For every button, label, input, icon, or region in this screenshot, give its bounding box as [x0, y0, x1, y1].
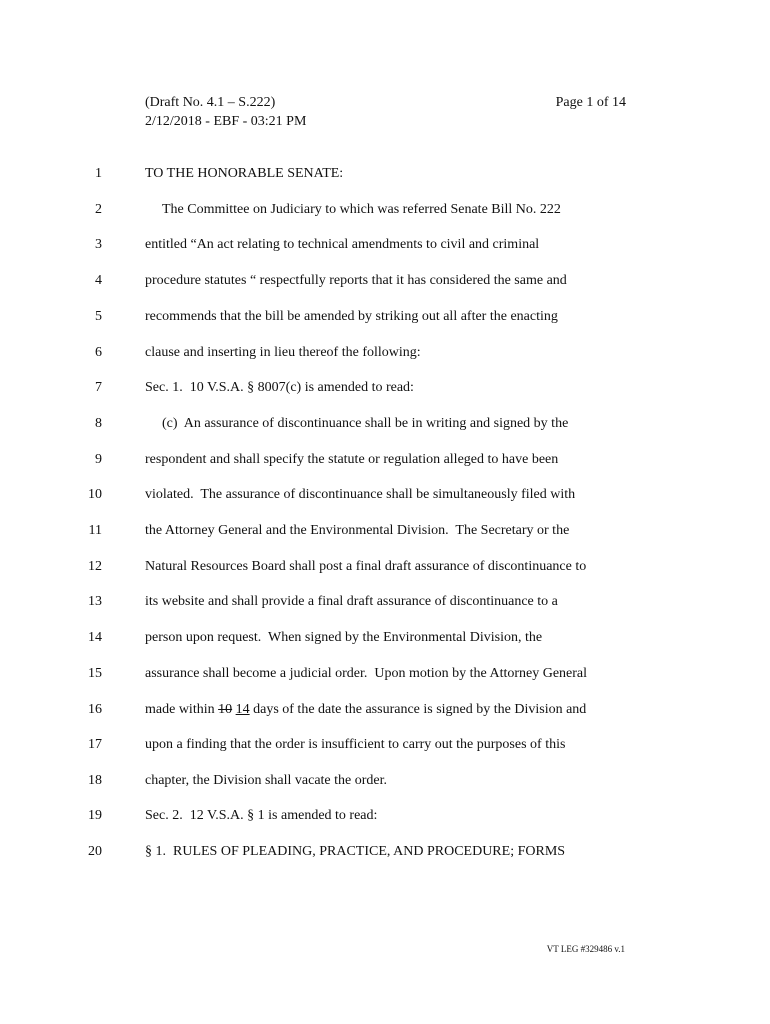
- numbered-line: [0, 200, 770, 220]
- page-number: Page 1 of 14: [555, 95, 626, 110]
- line-text: § 1. RULES OF PLEADING, PRACTICE, AND PROCEDURE; FORMS: [145, 844, 566, 859]
- line-number: 10: [88, 487, 102, 502]
- line-text: Natural Resources Board shall post a final draft assurance of discontinuance to: [145, 559, 587, 574]
- line-number: 18: [88, 773, 102, 788]
- inserted-text: 14: [235, 702, 250, 717]
- line-number: 19: [88, 808, 102, 823]
- line-text: Sec. 2. 12 V.S.A. § 1 is amended to read:: [145, 808, 378, 823]
- numbered-line: [0, 164, 770, 184]
- line-text: entitled “An act relating to technical amendments to civil and criminal: [145, 237, 540, 252]
- line-number: 14: [88, 630, 102, 645]
- numbered-line: [0, 735, 770, 755]
- line-text-segment: days of the date the assurance is signed by the Division and: [249, 702, 587, 717]
- line-text: clause and inserting in lieu thereof the following:: [145, 345, 421, 360]
- line-text: [145, 700, 586, 720]
- line-number: 8: [95, 416, 102, 431]
- line-text: its website and shall provide a final draft assurance of discontinuance to a: [145, 594, 558, 609]
- line-text: the Attorney General and the Environmental Division. The Secretary or the: [145, 523, 570, 538]
- numbered-line: [0, 842, 770, 862]
- numbered-line: [0, 485, 770, 505]
- line-text: chapter, the Division shall vacate the order.: [145, 773, 388, 788]
- numbered-line: [0, 235, 770, 255]
- line-text: Sec. 1. 10 V.S.A. § 8007(c) is amended to read:: [145, 380, 414, 395]
- line-number: 9: [95, 452, 102, 467]
- line-number: 12: [88, 559, 102, 574]
- line-number: 11: [88, 523, 102, 538]
- line-text: person upon request. When signed by the Environmental Division, the: [145, 630, 543, 645]
- line-text: (c) An assurance of discontinuance shall be in writing and signed by the: [162, 416, 569, 431]
- draft-number: (Draft No. 4.1 – S.222): [145, 95, 276, 110]
- numbered-line: [0, 414, 770, 434]
- line-number: 16: [88, 702, 102, 717]
- line-number: 17: [88, 737, 102, 752]
- line-number: 5: [95, 309, 102, 324]
- line-number: 13: [88, 594, 102, 609]
- line-text: respondent and shall specify the statute or regulation alleged to have been: [145, 452, 559, 467]
- document-id-footer: VT LEG #329486 v.1: [546, 944, 625, 954]
- draft-date: 2/12/2018 - EBF - 03:21 PM: [145, 114, 307, 129]
- numbered-line: [0, 343, 770, 363]
- line-text: violated. The assurance of discontinuance shall be simultaneously filed with: [145, 487, 576, 502]
- document-header: [145, 93, 306, 131]
- line-number: 3: [95, 237, 102, 252]
- numbered-line: [0, 628, 770, 648]
- numbered-line: [0, 307, 770, 327]
- line-text: The Committee on Judiciary to which was referred Senate Bill No. 222: [162, 202, 561, 217]
- line-text: upon a finding that the order is insufficient to carry out the purposes of this: [145, 737, 566, 752]
- line-number: 20: [88, 844, 102, 859]
- line-number: 6: [95, 345, 102, 360]
- line-number: 2: [95, 202, 102, 217]
- numbered-line: [0, 557, 770, 577]
- line-text-segment: made within: [145, 702, 219, 717]
- line-text: assurance shall become a judicial order. Upon motion by the Attorney General: [145, 666, 588, 681]
- numbered-line: [0, 592, 770, 612]
- numbered-line: [0, 521, 770, 541]
- line-text: procedure statutes “ respectfully reports that it has considered the same and: [145, 273, 567, 288]
- numbered-line: [0, 664, 770, 684]
- line-text: recommends that the bill be amended by striking out all after the enacting: [145, 309, 558, 324]
- numbered-line: [0, 271, 770, 291]
- numbered-line: [0, 700, 770, 720]
- line-text: TO THE HONORABLE SENATE:: [145, 166, 344, 181]
- line-number: 1: [95, 166, 102, 181]
- numbered-line: [0, 771, 770, 791]
- line-number: 15: [88, 666, 102, 681]
- line-number: 4: [95, 273, 102, 288]
- numbered-line: [0, 378, 770, 398]
- numbered-line: [0, 806, 770, 826]
- line-number: 7: [95, 380, 102, 395]
- numbered-line: [0, 450, 770, 470]
- struck-text: 10: [218, 702, 233, 717]
